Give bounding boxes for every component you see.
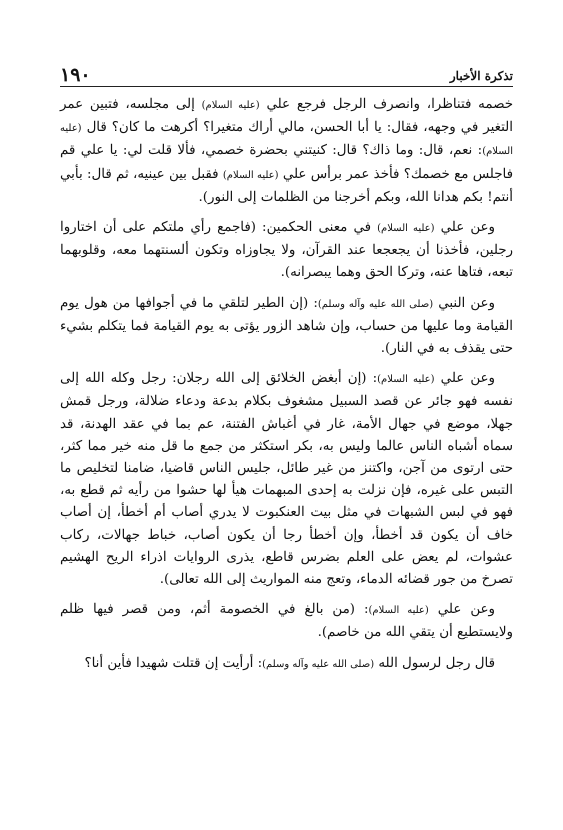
honorific-text: (عليه السلام) xyxy=(368,605,429,617)
running-title: تذكرة الأخبار xyxy=(449,69,513,83)
honorific-text: (عليه السلام) xyxy=(377,223,435,235)
honorific-text: (عليه السلام) xyxy=(201,100,260,111)
page-number: ١٩٠ xyxy=(60,64,91,86)
page-header xyxy=(60,64,513,87)
paragraph-5 xyxy=(60,599,513,644)
paragraph-text: وعن علي xyxy=(428,602,495,618)
paragraph-text: في معنى الحكمين: (فاجمع رأي ملتكم على أن اختاروا رجلين، فأخذنا أن يجعجعا عند القرآن، ولا يجاوزاه وتكون ألسنتهما معه، وقلوبهما تبعه، فتاها عنه، وتركا الحق وهما يبصرانه). xyxy=(60,220,513,281)
paragraph-text: قال رجل لرسول الله xyxy=(374,655,495,671)
paragraph-text: : (من بالغ في الخصومة أثم، ومن قصر فيها ظلم ولايستطيع أن يتقي الله من خاصم). xyxy=(60,602,513,641)
honorific-text: (صلى الله عليه وآله وسلم) xyxy=(317,298,434,310)
honorific-text: (صلى الله عليه وآله وسلم) xyxy=(262,658,375,670)
page-body xyxy=(60,94,513,684)
paragraph-3 xyxy=(60,293,513,361)
paragraph-text: فقبل بين عينيه، ثم قال: بأبي أنتم! بكم هدانا الله، وبكم أخرجنا من الظلمات إلى النور). xyxy=(60,166,513,205)
paragraph-6 xyxy=(60,653,513,676)
paragraph-text: إلى مجلسه، فتبين عمر التغير في وجهه، فقال: يا أبا الحسن، مالي أراك متغيرا؟ أكرهت ما كان؟ قال xyxy=(60,97,513,136)
paragraph-1 xyxy=(60,94,513,209)
honorific-text: (عليه السلام) xyxy=(377,374,435,386)
paragraph-text: خصمه فتناظرا، وانصرف الرجل فرجع علي xyxy=(259,97,513,112)
honorific-text: (عليه السلام) xyxy=(222,169,279,181)
paragraph-2 xyxy=(60,217,513,285)
paragraph-text: : نعم، قال: وما ذاك؟ قال: كنيتني بحضرة خصمي، فألا قلت لي: يا علي قم فاجلس مع خصمك؟ فأخذ عمر برأس علي xyxy=(60,143,514,182)
paragraph-text: : (إن أبغض الخلائق إلى الله رجلان: رجل وكله الله إلى نفسه فهو جائر عن قصد السبيل مشغوف بكلام بدعة ودعاء ضلالة، ورجل قمش جهلا، موضع في جهال الأمة، غار في أغباش الفتنة، عم بما في عقد الهدنة، قد سماه أشباه الناس عالما وليس به، بكر استكثر من جمع ما قل منه خير مما كثر، حتى ارتوى من آجن، واكتنز من غير طائل، جليس الناس قاضيا، ضامنا لتخليص ما التبس على غيره، فإن نزلت به إحدى المبهمات هيأ لها حشوا من رأيه ثم قطع به، فهو في لبس الشبهات في مثل بيت العنكبوت لا يدري أصاب أم أخطأ، إن أصاب خاف أن يكون قد أخطأ، وإن أخطأ رجا أن يكون أصاب، خباط جهالات، ركاب عشوات، لم يعض على العلم بضرس قاطع، يذرى الروايات اذراء الريح الهشيم تصرخ من جور قضائه الدماء، وتعج منه المواريث إلى الله تعالى). xyxy=(60,371,513,588)
honorific-text: (عليه السلام) xyxy=(60,123,513,158)
paragraph-text: : أرأيت إن قتلت شهيدا فأين أنا؟ xyxy=(84,655,263,671)
paragraph-text: وعن علي xyxy=(434,371,495,387)
paragraph-text: وعن النبي xyxy=(433,295,495,311)
paragraph-text: وعن علي xyxy=(434,220,495,236)
paragraph-text: : (إن الطير لتلقي ما في أجوافها من هول يوم القيامة وما عليها من حساب، وإن شاهد الزور يؤتى به يوم القيامة فما يتكلم بشيء حتى يقذف به في النار). xyxy=(60,295,513,357)
paragraph-4 xyxy=(60,368,513,591)
